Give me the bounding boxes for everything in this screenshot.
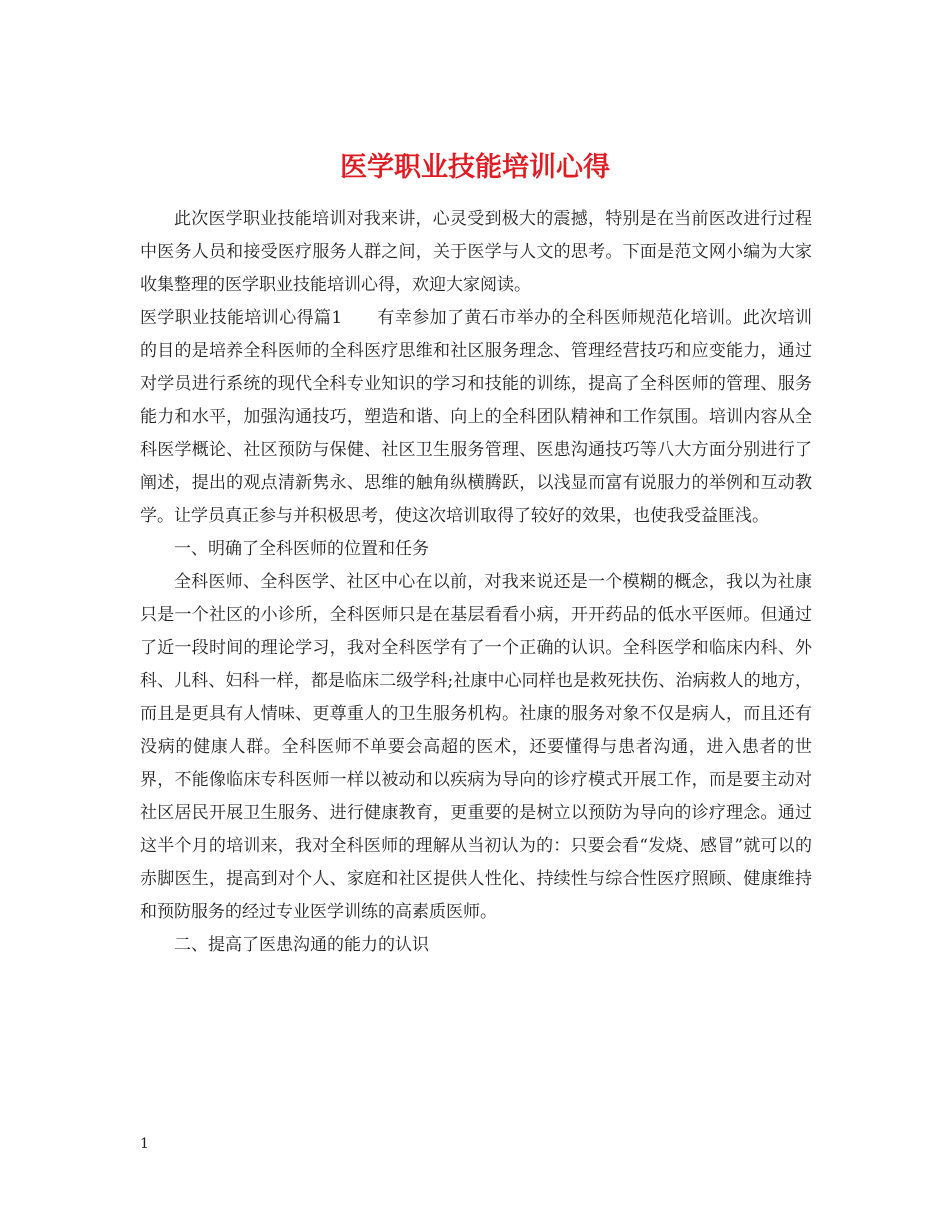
section-1-paragraph: 全科医师、全科医学、社区中心在以前，对我来说还是一个模糊的概念，我以为社康只是一个社区的小诊所，全科医师只是在基层看看小病，开开药品的低水平医师。但通过了近一段时间的理论学习，我对全科医学有了一个正确的认识。全科医学和临床内科、外科、儿科、妇科一样，都是临床二级学科;社康中心同样也是救死扶伤、治病救人的地方，而且是更具有人情味、更尊重人的卫生服务机构。社康的服务对象不仅是病人，而且还有没病的健康人群。全科医师不单要会高超的医术，还要懂得与患者沟通，进入患者的世界，不能像临床专科医师一样以被动和以疾病为导向的诊疗模式开展工作，而是要主动对社区居民开展卫生服务、进行健康教育，更重要的是树立以预防为导向的诊疗理念。通过这半个月的培训来，我对全科医师的理解从当初认为的：只要会看“发烧、感冒”就可以的赤脚医生，提高到对个人、家庭和社区提供人性化、持续性与综合性医疗照顾、健康维持和预防服务的经过专业医学训练的高素质医师。	[140, 572, 812, 922]
page-title: 医学职业技能培训心得	[340, 152, 610, 184]
page-number: 1	[140, 1136, 149, 1152]
intro-paragraph: 此次医学职业技能培训对我来讲，心灵受到极大的震撼，特别是在当前医改进行过程中医务人员和接受医疗服务人群之间，关于医学与人文的思考。下面是范文网小编为大家收集整理的医学职业技能培训心得，欢迎大家阅读。	[140, 209, 812, 295]
section-heading-2: 二、提高了医患沟通的能力的认识	[174, 935, 429, 955]
article-1-paragraph: 医学职业技能培训心得篇1 有幸参加了黄石市举办的全科医师规范化培训。此次培训的目的是培养全科医师的全科医疗思维和社区服务理念、管理经营技巧和应变能力，通过对学员进行系统的现代全科专业知识的学习和技能的训练，提高了全科医师的管理、服务能力和水平，加强沟通技巧，塑造和谐、向上的全科团队精神和工作氛围。培训内容从全科医学概论、社区预防与保健、社区卫生服务管理、医患沟通技巧等八大方面分别进行了阐述，提出的观点清新隽永、思维的触角纵横腾跃，以浅显而富有说服力的举例和互动教学。让学员真正参与并积极思考，使这次培训取得了较好的效果，也使我受益匪浅。	[140, 308, 812, 526]
document-body	[140, 203, 812, 962]
section-heading-1: 一、明确了全科医师的位置和任务	[174, 539, 429, 559]
